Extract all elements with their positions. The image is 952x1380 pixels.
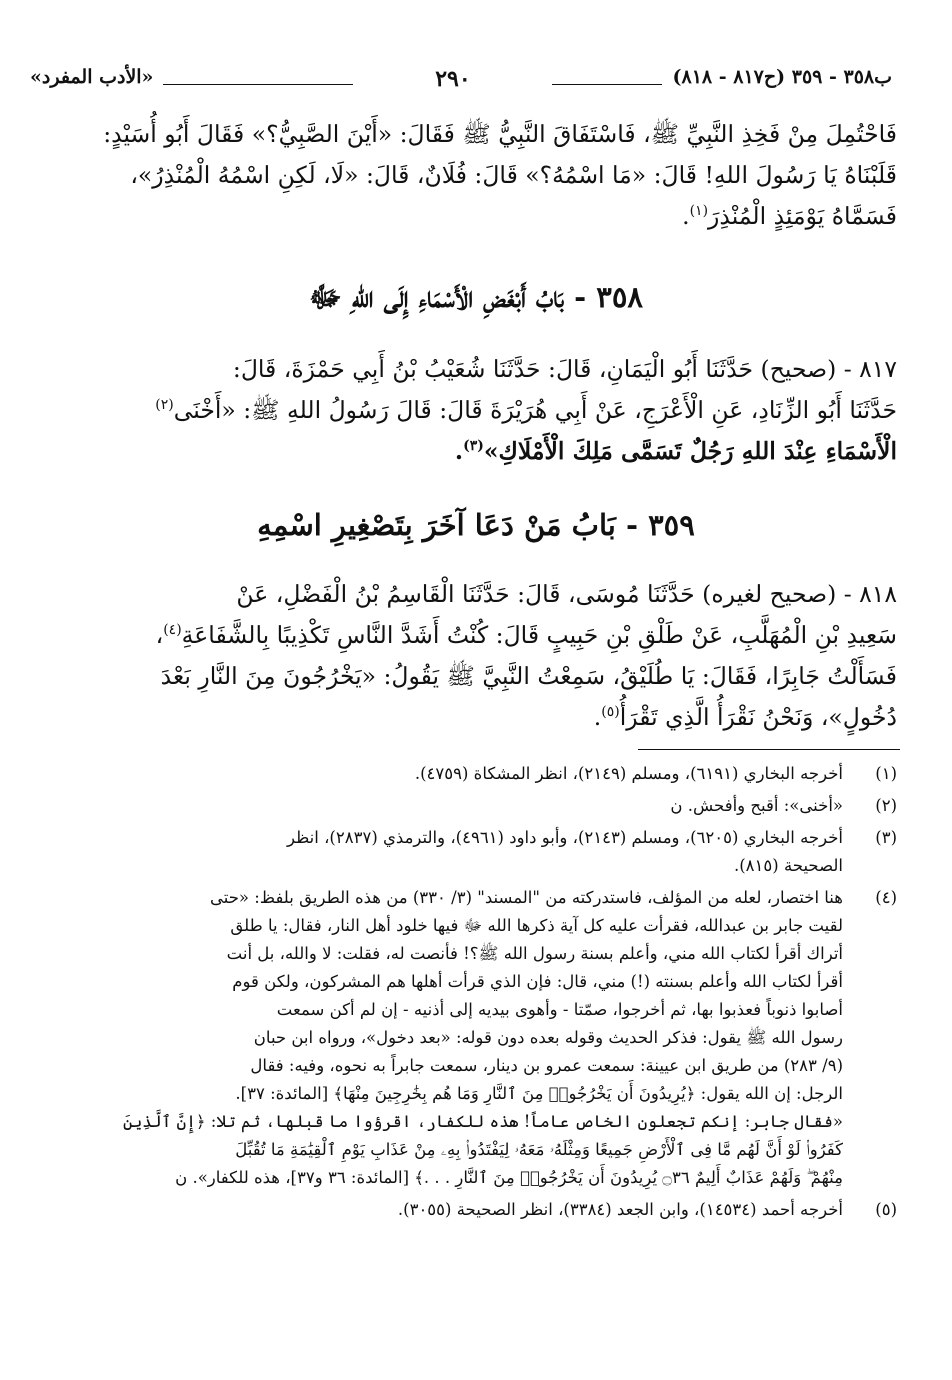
footnote-line: أصابوا ذنوباً فعذبوا بها، ثم أخرجوا، صمّتا - وأهوى بيديه إلى أذنيه - إن لم أكن سمعت	[276, 1000, 843, 1019]
hadith-line: ٨١٧ - (صحيح) حَدَّثَنَا أَبُو الْيَمَانِ، قَالَ: حَدَّثَنَا شُعَيْبُ بْنُ أَبِي حَمْزَةَ، قَالَ:	[232, 355, 897, 383]
footnote-text	[55, 760, 843, 788]
footnote-line: «أخنى»: أقبح وأفحش. ن	[670, 796, 843, 815]
footnote-line: لقيت جابر بن عبدالله، فقرأت عليه كل آية ذكرها الله ﷻ فيها خلود أهل النار، فقال: يا طلق	[230, 916, 843, 935]
footnote-ref: (٥)	[601, 704, 620, 721]
footnote-line: (٩/ ٢٨٣) من طريق ابن عيينة: سمعت عمرو بن دينار، سمعت جابراً به نحوه، وفيه: فقال	[250, 1056, 843, 1075]
footnote-line: أخرجه أحمد (١٤٥٣٤)، وابن الجعد (٣٣٨٤)، انظر الصحيحة (٣٠٥٥).	[397, 1200, 843, 1219]
hadith-text: سَعِيدِ بْنِ الْمُهَلَّبِ، عَنْ طَلْقِ بْنِ حَبِيبٍ قَالَ: كُنْتُ أَشَدَّ النَّاسِ تَكْذِيبًا بِالشَّفَاعَةِ	[181, 621, 897, 649]
hadith-line-2	[55, 390, 897, 431]
intro-line: قَلَبْنَاهُ يَا رَسُولَ اللهِ! قَالَ: «مَا اسْمُهُ؟» قَالَ: فُلَانٌ، قَالَ: «لَا، لَكِنِ اسْمُهُ الْمُنْذِرُ»،	[130, 161, 897, 189]
footnote-line: «فقال جابر: إنكم تجعلون الخاص عاماً! هذه للكفار، اقرؤوا ما قبلها، ثم تلا: ﴿إِنَّ ٱلَّذِينَ	[122, 1112, 843, 1131]
intro-line: فَاحْتُمِلَ مِنْ فَخِذِ النَّبِيِّ ﷺ، فَاسْتَفَاقَ النَّبِيُّ ﷺ فَقَالَ: «أَيْنَ الصَّبِيُّ؟» فَقَالَ أَبُو أُسَيْدٍ:	[103, 120, 897, 148]
hadith-text: حَدَّثَنَا أَبُو الزِّنَادِ، عَنِ الْأَعْرَجِ، عَنْ أَبِي هُرَيْرَةَ قَالَ: قَالَ رَسُولُ اللهِ ﷺ: «أَخْنَى	[173, 396, 897, 424]
footnote-text	[55, 824, 843, 880]
header-left-group	[30, 66, 353, 88]
header-section-range: ب٣٥٨ - ٣٥٩ (ح٨١٧ - ٨١٨)	[672, 66, 892, 88]
hadith-line-3: الْأَسْمَاءِ عِنْدَ اللهِ رَجُلٌ تَسَمَّى مَلِكَ الْأَمْلَاكِ»$^{(٣)}$.	[454, 437, 897, 465]
footnote-ref: (١)	[689, 203, 709, 220]
footnote-5	[55, 1196, 897, 1224]
footnote-line: أخرجه البخاري (٦٢٠٥)، ومسلم (٢١٤٣)، وأبو داود (٤٩٦١)، والترمذي (٢٨٣٧)، انظر	[287, 828, 843, 847]
footnote-2	[55, 792, 897, 820]
footnote-4	[55, 884, 897, 1192]
intro-text: فَسَمَّاهُ يَوْمَئِذٍ الْمُنْذِرَ	[708, 202, 897, 230]
header-right-group	[552, 66, 892, 88]
footnote-3	[55, 824, 897, 880]
hadith-817	[55, 349, 897, 472]
footnote-1	[55, 760, 897, 788]
hadith-line: فَسَأَلْتُ جَابِرًا، فَقَالَ: يَا طُلَيْقُ، سَمِعْتُ النَّبِيَّ ﷺ يَقُولُ: «يَخْرُجُونَ مِنَ النَّارِ بَعْدَ	[160, 662, 897, 690]
footnote-line: هنا اختصار، لعله من المؤلف، فاستدركته من "المسند" (٣/ ٣٣٠) من هذه الطريق بلفظ: «حتى	[209, 888, 843, 907]
footnote-line: أخرجه البخاري (٦١٩١)، ومسلم (٢١٤٩)، انظر المشكاة (٤٧٥٩).	[414, 764, 843, 783]
page-header	[30, 66, 892, 98]
hadith-line-4: دُخُولٍ»، وَنَحْنُ نَقْرَأُ الَّذِي تَقْرَأُ$^{(٥)}$.	[593, 703, 897, 731]
hadith-818	[55, 574, 897, 738]
footnote-line: رسول الله ﷺ يقول: فذكر الحديث وقوله بعده دون قوله: «بعد دخول»، ورواه ابن حبان	[253, 1028, 843, 1047]
footnotes	[55, 760, 897, 1228]
footnote-number: (٢)	[875, 796, 897, 815]
footnote-number: (١)	[875, 764, 897, 783]
header-rule-left	[163, 70, 353, 85]
footnote-line: أقرأ لكتاب الله وأعلم بسنته (!) مني، قال: فإن الذي قرأت أهلها هم المشركون، ولكن قوم	[232, 972, 843, 991]
footnote-number: (٥)	[875, 1200, 897, 1219]
hadith-line: ٨١٨ - (صحيح لغيره) حَدَّثَنَا مُوسَى، قَالَ: حَدَّثَنَا الْقَاسِمُ بْنُ الْفَضْلِ، عَنْ	[236, 580, 897, 608]
footnote-line: الصحيحة (٨١٥).	[733, 856, 843, 875]
intro-line-last: فَسَمَّاهُ يَوْمَئِذٍ الْمُنْذِرَ$^{(١)}$.	[682, 202, 897, 230]
footnote-text	[55, 884, 843, 1192]
footnote-text	[55, 1196, 843, 1224]
footnote-number: (٤)	[875, 888, 897, 907]
hadith-text: الْأَسْمَاءِ عِنْدَ اللهِ رَجُلٌ تَسَمَّى مَلِكَ الْأَمْلَاكِ»	[483, 437, 897, 465]
footnote-text	[55, 792, 843, 820]
footnote-ref: (٤)	[163, 622, 182, 639]
page-number: ٢٩٠	[435, 66, 471, 92]
footnote-separator	[638, 749, 900, 750]
footnote-line: مِنْهُمْ ۖ وَلَهُمْ عَذَابٌ أَلِيمٌ ۝٣٦ يُرِيدُونَ أَن يَخْرُجُوا۟ مِنَ ٱلنَّارِ . . .﴾ [المائدة: ٣٦ و٣٧]، هذه للكفار». ن	[175, 1168, 843, 1187]
chapter-heading-359: ٣٥٩ - بَابُ مَنْ دَعَا آخَرَ بِتَصْغِيرِ اسْمِهِ	[257, 508, 695, 542]
footnote-line: كَفَرُوا۟ لَوْ أَنَّ لَهُم مَّا فِى ٱلْأَرْضِ جَمِيعًا وَمِثْلَهُۥ مَعَهُۥ لِيَفْتَدُوا۟ بِهِۦ مِنْ عَذَابِ يَوْمِ ٱلْقِيَٰمَةِ مَا تُقُبِّلَ	[235, 1140, 843, 1159]
header-rule-right	[552, 70, 662, 85]
footnote-number: (٣)	[875, 828, 897, 847]
intro-paragraph	[55, 114, 897, 237]
hadith-line-2: سَعِيدِ بْنِ الْمُهَلَّبِ، عَنْ طَلْقِ بْنِ حَبِيبٍ قَالَ: كُنْتُ أَشَدَّ النَّاسِ تَكْذِيبًا بِالشَّفَاعَةِ$^{(٤)}$،	[155, 621, 897, 649]
footnote-ref: (٣)	[463, 438, 484, 455]
footnote-ref: (٢)	[155, 397, 174, 414]
footnote-line: الرجل: إن الله يقول: ﴿يُرِيدُونَ أَن يَخْرُجُوا۟ مِنَ ٱلنَّارِ وَمَا هُم بِخَٰرِجِينَ مِنْهَا﴾ [المائدة: ٣٧].	[235, 1084, 843, 1103]
header-book-title: «الأدب المفرد»	[30, 66, 154, 88]
hadith-text: دُخُولٍ»، وَنَحْنُ نَقْرَأُ الَّذِي تَقْرَأُ	[619, 703, 897, 731]
chapter-heading-358: ٣٥٨ - بَابُ أَبْغَضِ الْأَسْمَاءِ إِلَى اللهِ ﷻ	[308, 280, 643, 314]
footnote-line: أتراك أقرأ لكتاب الله مني، وأعلم بسنة رسول الله ﷺ؟! فأنصت له، فقلت: لا والله، بل أنت	[226, 944, 843, 963]
